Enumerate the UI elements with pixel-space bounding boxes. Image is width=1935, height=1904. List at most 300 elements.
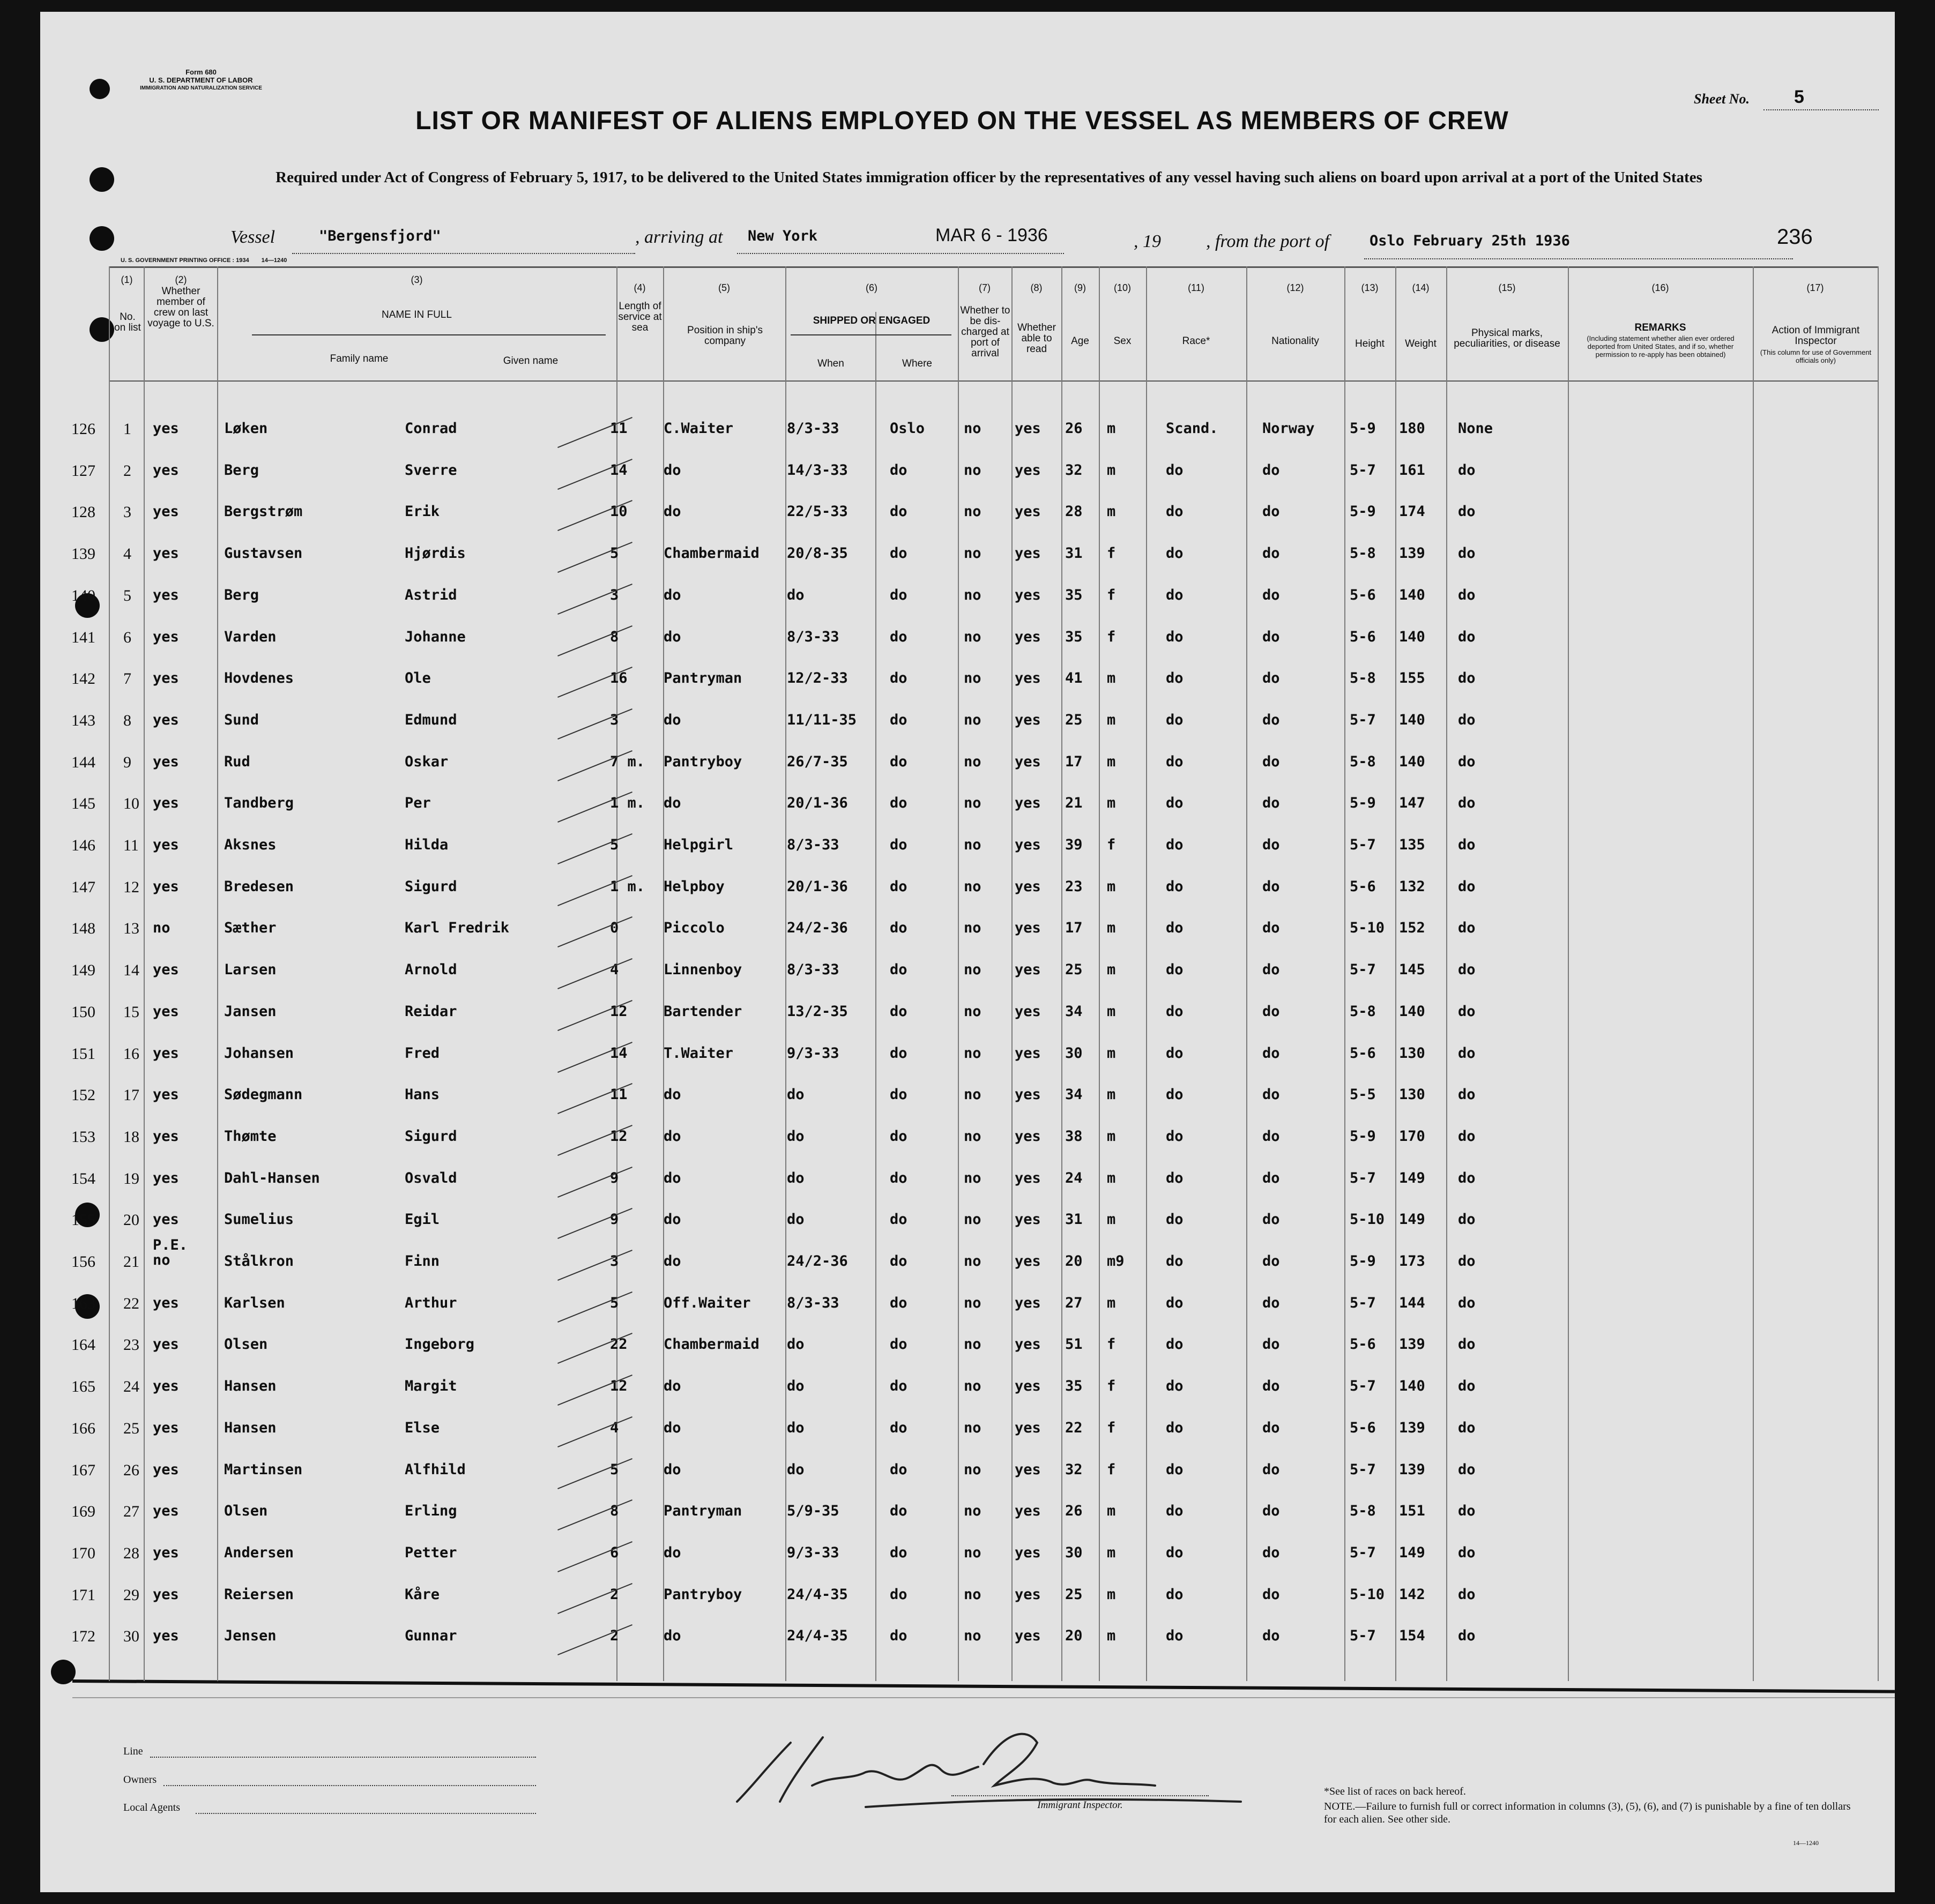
cell-ref: 172 bbox=[71, 1627, 95, 1646]
cell-last: yes bbox=[153, 461, 179, 479]
cell-sex: m bbox=[1107, 461, 1116, 479]
cell-discharged: no bbox=[964, 670, 981, 687]
cell-height: 5-10 bbox=[1350, 1586, 1385, 1603]
cell-nationality: do bbox=[1262, 586, 1280, 603]
cell-marks: do bbox=[1458, 1461, 1476, 1478]
cell-read: yes bbox=[1015, 837, 1041, 853]
col-number-8: (8) bbox=[1030, 282, 1043, 293]
cell-discharged: no bbox=[964, 1627, 981, 1645]
cell-sex: f bbox=[1107, 1336, 1116, 1353]
cell-sex: m9 bbox=[1107, 1253, 1125, 1270]
table-row bbox=[40, 920, 1895, 941]
cell-family: Karlsen bbox=[224, 1294, 285, 1311]
cell-race: do bbox=[1166, 1336, 1184, 1353]
table-row bbox=[40, 1211, 1895, 1233]
cell-family: Martinsen bbox=[224, 1461, 303, 1478]
cell-ref: 144 bbox=[71, 753, 95, 771]
cell-family: Hansen bbox=[224, 1419, 277, 1436]
cell-when: do bbox=[787, 586, 805, 603]
cell-when: do bbox=[787, 1419, 805, 1436]
cell-discharged: no bbox=[964, 920, 981, 937]
cell-last: yes bbox=[153, 586, 179, 603]
cell-sex: f bbox=[1107, 1461, 1116, 1478]
cell-no: 19 bbox=[123, 1169, 139, 1188]
cell-read: yes bbox=[1015, 1003, 1041, 1020]
check-mark bbox=[557, 1499, 632, 1530]
cell-ref: 153 bbox=[71, 1128, 95, 1146]
cell-discharged: no bbox=[964, 961, 981, 979]
cell-nationality: do bbox=[1262, 1461, 1280, 1478]
cell-given: Hans bbox=[405, 1086, 440, 1103]
cell-no: 28 bbox=[123, 1544, 139, 1562]
cell-when: do bbox=[787, 1128, 805, 1145]
check-mark bbox=[557, 1250, 632, 1281]
cell-family: Dahl-Hansen bbox=[224, 1169, 320, 1186]
cell-when: 8/3-33 bbox=[787, 420, 839, 437]
cell-nationality: do bbox=[1262, 753, 1280, 770]
cell-nationality: do bbox=[1262, 1211, 1280, 1228]
cell-given: Astrid bbox=[405, 586, 457, 603]
cell-ref: 170 bbox=[71, 1544, 95, 1562]
cell-family: Stålkron bbox=[224, 1253, 294, 1270]
cell-last: yes bbox=[153, 753, 179, 770]
arriving-label: , arriving at bbox=[635, 227, 723, 247]
cell-ref: 139 bbox=[71, 545, 95, 563]
cell-height: 5-7 bbox=[1350, 961, 1376, 979]
cell-ref: 147 bbox=[71, 878, 95, 896]
cell-marks: do bbox=[1458, 1378, 1476, 1395]
cell-marks: do bbox=[1458, 1586, 1476, 1603]
footer-owners-field bbox=[163, 1771, 536, 1786]
cell-position: do bbox=[664, 1169, 681, 1186]
header-name-in-full: NAME IN FULL bbox=[382, 309, 452, 320]
cell-race: Scand. bbox=[1166, 420, 1218, 437]
cell-race: do bbox=[1166, 1003, 1184, 1020]
cell-height: 5-9 bbox=[1350, 420, 1376, 437]
cell-where: do bbox=[890, 461, 907, 479]
cell-no: 29 bbox=[123, 1586, 139, 1604]
cell-read: yes bbox=[1015, 961, 1041, 979]
cell-no: 21 bbox=[123, 1253, 139, 1271]
cell-where: do bbox=[890, 1544, 907, 1561]
cell-sex: m bbox=[1107, 961, 1116, 979]
cell-weight: 151 bbox=[1399, 1503, 1425, 1520]
col-number-17: (17) bbox=[1806, 282, 1824, 293]
cell-last: yes bbox=[153, 1544, 179, 1561]
cell-race: do bbox=[1166, 753, 1184, 770]
cell-nationality: do bbox=[1262, 1378, 1280, 1395]
cell-read: yes bbox=[1015, 503, 1041, 520]
cell-read: yes bbox=[1015, 1503, 1041, 1520]
cell-last: no bbox=[153, 920, 170, 937]
check-mark bbox=[557, 708, 632, 740]
cell-discharged: no bbox=[964, 711, 981, 728]
cell-ref: 145 bbox=[71, 795, 95, 813]
cell-ref: 154 bbox=[71, 1169, 95, 1188]
cell-where: do bbox=[890, 545, 907, 562]
cell-given: Per bbox=[405, 795, 431, 812]
cell-marks: do bbox=[1458, 753, 1476, 770]
cell-given: Egil bbox=[405, 1211, 440, 1228]
cell-weight: 139 bbox=[1399, 1336, 1425, 1353]
cell-weight: 140 bbox=[1399, 586, 1425, 603]
header-shipped-or-engaged: SHIPPED OR ENGAGED bbox=[813, 315, 931, 326]
table-row bbox=[40, 1086, 1895, 1108]
cell-position: do bbox=[664, 586, 681, 603]
header-discharged: Whether to be dis-charged at port of arrival bbox=[960, 305, 1010, 359]
cell-read: yes bbox=[1015, 670, 1041, 687]
cell-ref: 128 bbox=[71, 503, 95, 521]
cell-position: do bbox=[664, 628, 681, 645]
cell-given: Erling bbox=[405, 1503, 457, 1520]
crew-list bbox=[40, 12, 1895, 1892]
cell-position: do bbox=[664, 1627, 681, 1645]
cell-sex: m bbox=[1107, 753, 1116, 770]
cell-nationality: do bbox=[1262, 461, 1280, 479]
races-note: *See list of races on back hereof. bbox=[1324, 1786, 1466, 1797]
cell-race: do bbox=[1166, 1461, 1184, 1478]
cell-marks: do bbox=[1458, 711, 1476, 728]
cell-given: Ingeborg bbox=[405, 1336, 475, 1353]
cell-race: do bbox=[1166, 461, 1184, 479]
cell-weight: 155 bbox=[1399, 670, 1425, 687]
cell-service: 3 bbox=[610, 1253, 619, 1270]
page-subtitle: Required under Act of Congress of February 5, 1917, to be delivered to the United States immigration officer by the representatives of any vessel having such aliens on board upon arrival at a port of the United States bbox=[276, 169, 1702, 186]
cell-no: 8 bbox=[123, 711, 131, 729]
cell-when: 8/3-33 bbox=[787, 961, 839, 979]
cell-service: 14 bbox=[610, 461, 628, 479]
cell-ref: 171 bbox=[71, 1586, 95, 1604]
cell-given: Finn bbox=[405, 1253, 440, 1270]
col-number-5: (5) bbox=[718, 282, 730, 293]
cell-race: do bbox=[1166, 670, 1184, 687]
check-mark bbox=[557, 1167, 632, 1198]
cell-last: yes bbox=[153, 1336, 179, 1353]
cell-sex: m bbox=[1107, 420, 1116, 437]
cell-marks: do bbox=[1458, 545, 1476, 562]
table-row bbox=[40, 712, 1895, 733]
cell-nationality: do bbox=[1262, 1336, 1280, 1353]
vessel-label: Vessel bbox=[230, 227, 276, 247]
cell-height: 5-5 bbox=[1350, 1086, 1376, 1103]
table-row bbox=[40, 629, 1895, 650]
cell-height: 5-6 bbox=[1350, 1336, 1376, 1353]
cell-sex: m bbox=[1107, 1086, 1116, 1103]
cell-marks: do bbox=[1458, 1086, 1476, 1103]
cell-service: 5 bbox=[610, 1294, 619, 1311]
cell-position: Helpgirl bbox=[664, 837, 734, 853]
cell-given: Karl Fredrik bbox=[405, 920, 510, 937]
cell-where: do bbox=[890, 961, 907, 979]
cell-family: Andersen bbox=[224, 1544, 294, 1561]
cell-nationality: do bbox=[1262, 1003, 1280, 1020]
page-title: LIST OR MANIFEST OF ALIENS EMPLOYED ON THE VESSEL AS MEMBERS OF CREW bbox=[415, 107, 1509, 135]
cell-service: 14 bbox=[610, 1044, 628, 1062]
cell-family: Reiersen bbox=[224, 1586, 294, 1603]
cell-height: 5-7 bbox=[1350, 1169, 1376, 1186]
cell-service: 10 bbox=[610, 503, 628, 520]
cell-service: 12 bbox=[610, 1378, 628, 1395]
table-row bbox=[40, 1003, 1895, 1025]
header-family-name: Family name bbox=[330, 353, 389, 364]
cell-nationality: do bbox=[1262, 1044, 1280, 1062]
cell-position: do bbox=[664, 1544, 681, 1561]
cell-position: Pantryboy bbox=[664, 753, 742, 770]
cell-height: 5-7 bbox=[1350, 461, 1376, 479]
cell-service: 0 bbox=[610, 920, 619, 937]
cell-last: yes bbox=[153, 1128, 179, 1145]
cell-nationality: do bbox=[1262, 1419, 1280, 1436]
cell-race: do bbox=[1166, 1086, 1184, 1103]
inspector-signature-line bbox=[951, 1790, 1209, 1796]
cell-ref: 146 bbox=[71, 837, 95, 854]
cell-family: Varden bbox=[224, 628, 277, 645]
cell-given: Conrad bbox=[405, 420, 457, 437]
cell-weight: 139 bbox=[1399, 1461, 1425, 1478]
footer-code: 14—1240 bbox=[1793, 1839, 1819, 1847]
cell-nationality: do bbox=[1262, 670, 1280, 687]
cell-weight: 132 bbox=[1399, 878, 1425, 895]
cell-discharged: no bbox=[964, 1211, 981, 1228]
cell-weight: 152 bbox=[1399, 920, 1425, 937]
cell-discharged: no bbox=[964, 795, 981, 812]
cell-position: C.Waiter bbox=[664, 420, 734, 437]
cell-weight: 139 bbox=[1399, 1419, 1425, 1436]
cell-height: 5-10 bbox=[1350, 1211, 1385, 1228]
cell-service: 5 bbox=[610, 1461, 619, 1478]
cell-where: do bbox=[890, 711, 907, 728]
cell-nationality: do bbox=[1262, 1128, 1280, 1145]
cell-where: do bbox=[890, 753, 907, 770]
cell-sex: f bbox=[1107, 586, 1116, 603]
cell-position: Chambermaid bbox=[664, 545, 760, 562]
cell-marks: do bbox=[1458, 1419, 1476, 1436]
cell-when: 5/9-35 bbox=[787, 1503, 839, 1520]
cell-marks: None bbox=[1458, 420, 1493, 437]
cell-where: do bbox=[890, 920, 907, 937]
cell-service: 12 bbox=[610, 1128, 628, 1145]
table-row bbox=[40, 961, 1895, 983]
cell-marks: do bbox=[1458, 1211, 1476, 1228]
cell-age: 41 bbox=[1065, 670, 1083, 687]
table-row bbox=[40, 1586, 1895, 1608]
cell-read: yes bbox=[1015, 920, 1041, 937]
manifest-sheet bbox=[40, 12, 1895, 1892]
cell-discharged: no bbox=[964, 503, 981, 520]
cell-race: do bbox=[1166, 1044, 1184, 1062]
col-number-3: (3) bbox=[411, 274, 423, 285]
cell-family: Gustavsen bbox=[224, 545, 303, 562]
cell-position: do bbox=[664, 711, 681, 728]
cell-given: Erik bbox=[405, 503, 440, 520]
cell-race: do bbox=[1166, 628, 1184, 645]
cell-service: 11 bbox=[610, 420, 628, 437]
cell-weight: 140 bbox=[1399, 1003, 1425, 1020]
cell-read: yes bbox=[1015, 711, 1041, 728]
cell-family: Hansen bbox=[224, 1378, 277, 1395]
cell-read: yes bbox=[1015, 1044, 1041, 1062]
cell-discharged: no bbox=[964, 1086, 981, 1103]
cell-weight: 174 bbox=[1399, 503, 1425, 520]
table-row bbox=[40, 1420, 1895, 1441]
cell-sex: f bbox=[1107, 545, 1116, 562]
cell-family: Olsen bbox=[224, 1503, 268, 1520]
cell-read: yes bbox=[1015, 420, 1041, 437]
cell-age: 27 bbox=[1065, 1294, 1083, 1311]
cell-position: do bbox=[664, 1211, 681, 1228]
from-port: Oslo February 25th 1936 bbox=[1370, 233, 1570, 249]
table-row bbox=[40, 795, 1895, 816]
cell-height: 5-9 bbox=[1350, 503, 1376, 520]
cell-read: yes bbox=[1015, 1627, 1041, 1645]
cell-discharged: no bbox=[964, 878, 981, 895]
inspector-signature bbox=[705, 1721, 1252, 1828]
cell-age: 21 bbox=[1065, 795, 1083, 812]
cell-marks: do bbox=[1458, 461, 1476, 479]
cell-sex: m bbox=[1107, 1044, 1116, 1062]
cell-when: 20/1-36 bbox=[787, 795, 848, 812]
cell-when: 13/2-35 bbox=[787, 1003, 848, 1020]
cell-when: 26/7-35 bbox=[787, 753, 848, 770]
cell-service: 7 m. bbox=[610, 753, 645, 770]
table-row bbox=[40, 1461, 1895, 1483]
cell-service: 4 bbox=[610, 961, 619, 979]
cell-marks: do bbox=[1458, 503, 1476, 520]
cell-age: 35 bbox=[1065, 586, 1083, 603]
cell-where: do bbox=[890, 837, 907, 853]
cell-given: Arnold bbox=[405, 961, 457, 979]
cell-read: yes bbox=[1015, 1253, 1041, 1270]
cell-ref: 149 bbox=[71, 961, 95, 980]
cell-nationality: do bbox=[1262, 1544, 1280, 1561]
cell-race: do bbox=[1166, 1294, 1184, 1311]
check-mark bbox=[557, 1291, 632, 1323]
cell-where: do bbox=[890, 1586, 907, 1603]
check-mark bbox=[557, 584, 632, 615]
table-row bbox=[40, 837, 1895, 858]
cell-position: Off.Waiter bbox=[664, 1294, 751, 1311]
cell-age: 22 bbox=[1065, 1419, 1083, 1436]
cell-where: do bbox=[890, 1378, 907, 1395]
cell-where: do bbox=[890, 1461, 907, 1478]
cell-weight: 149 bbox=[1399, 1211, 1425, 1228]
check-mark bbox=[557, 1624, 632, 1655]
cell-last: yes bbox=[153, 1211, 179, 1228]
cell-no: 16 bbox=[123, 1044, 139, 1063]
cell-no: 30 bbox=[123, 1627, 139, 1646]
cell-race: do bbox=[1166, 1544, 1184, 1561]
header-height: Height bbox=[1355, 338, 1385, 349]
cell-when: 8/3-33 bbox=[787, 837, 839, 853]
cell-weight: 140 bbox=[1399, 628, 1425, 645]
cell-no: 13 bbox=[123, 920, 139, 938]
col-number-11: (11) bbox=[1188, 282, 1204, 293]
cell-weight: 130 bbox=[1399, 1086, 1425, 1103]
cell-family: Jensen bbox=[224, 1627, 277, 1645]
cell-position: Bartender bbox=[664, 1003, 742, 1020]
cell-no: 17 bbox=[123, 1086, 139, 1104]
cell-given: Alfhild bbox=[405, 1461, 466, 1478]
cell-given: Hilda bbox=[405, 837, 449, 853]
cell-race: do bbox=[1166, 878, 1184, 895]
header-physical-marks: Physical marks, peculiarities, or disease bbox=[1454, 327, 1560, 349]
cell-discharged: no bbox=[964, 545, 981, 562]
check-mark bbox=[557, 1416, 632, 1447]
cell-service: 5 bbox=[610, 837, 619, 853]
cell-read: yes bbox=[1015, 1586, 1041, 1603]
cell-where: do bbox=[890, 503, 907, 520]
cell-read: yes bbox=[1015, 628, 1041, 645]
footer-agents-label: Local Agents bbox=[123, 1802, 181, 1813]
cell-discharged: no bbox=[964, 1544, 981, 1561]
cell-race: do bbox=[1166, 1211, 1184, 1228]
cell-position: do bbox=[664, 1461, 681, 1478]
cell-nationality: do bbox=[1262, 837, 1280, 853]
cell-age: 31 bbox=[1065, 1211, 1083, 1228]
form-service: IMMIGRATION AND NATURALIZATION SERVICE bbox=[140, 85, 262, 91]
cell-nationality: do bbox=[1262, 711, 1280, 728]
cell-race: do bbox=[1166, 545, 1184, 562]
cell-when: 24/4-35 bbox=[787, 1627, 848, 1645]
cell-sex: f bbox=[1107, 1419, 1116, 1436]
col-number-4: (4) bbox=[634, 282, 646, 293]
cell-where: do bbox=[890, 1169, 907, 1186]
cell-read: yes bbox=[1015, 1419, 1041, 1436]
cell-where: do bbox=[890, 1627, 907, 1645]
cell-family: Sund bbox=[224, 711, 259, 728]
cell-ref: 127 bbox=[71, 461, 95, 480]
cell-ref: 164 bbox=[71, 1336, 95, 1354]
col-number-2: (2) bbox=[175, 274, 187, 285]
table-row bbox=[40, 670, 1895, 691]
check-mark bbox=[557, 1208, 632, 1239]
cell-when: 9/3-33 bbox=[787, 1544, 839, 1561]
sheet-number: 5 bbox=[1794, 87, 1804, 107]
cell-when: 24/4-35 bbox=[787, 1586, 848, 1603]
check-mark bbox=[557, 958, 632, 989]
date-stamp: MAR 6 - 1936 bbox=[935, 225, 1048, 245]
cell-race: do bbox=[1166, 1503, 1184, 1520]
header-race: Race* bbox=[1182, 335, 1210, 347]
cell-when: 14/3-33 bbox=[787, 461, 848, 479]
cell-height: 5-6 bbox=[1350, 586, 1376, 603]
cell-where: do bbox=[890, 1003, 907, 1020]
col-number-14: (14) bbox=[1412, 282, 1430, 293]
cell-nationality: do bbox=[1262, 920, 1280, 937]
cell-family: Tandberg bbox=[224, 795, 294, 812]
cell-given: Ole bbox=[405, 670, 431, 687]
cell-position: Pantryboy bbox=[664, 1586, 742, 1603]
year-label: , 19 bbox=[1134, 232, 1161, 251]
cell-ref: 141 bbox=[71, 628, 95, 646]
vessel-name: "Bergensfjord" bbox=[319, 228, 441, 244]
cell-no: 20 bbox=[123, 1211, 139, 1229]
cell-sex: m bbox=[1107, 711, 1116, 728]
col-number-10: (10) bbox=[1113, 282, 1131, 293]
cell-given: Sverre bbox=[405, 461, 457, 479]
cell-service: 12 bbox=[610, 1003, 628, 1020]
inspector-label: Immigrant Inspector. bbox=[1037, 1800, 1123, 1811]
cell-given: Sigurd bbox=[405, 1128, 457, 1145]
cell-where: do bbox=[890, 795, 907, 812]
cell-where: do bbox=[890, 1503, 907, 1520]
cell-marks: do bbox=[1458, 1336, 1476, 1353]
cell-height: 5-7 bbox=[1350, 1461, 1376, 1478]
cell-age: 34 bbox=[1065, 1003, 1083, 1020]
cell-position: T.Waiter bbox=[664, 1044, 734, 1062]
table-row bbox=[40, 1378, 1895, 1399]
header-when: When bbox=[817, 358, 844, 369]
